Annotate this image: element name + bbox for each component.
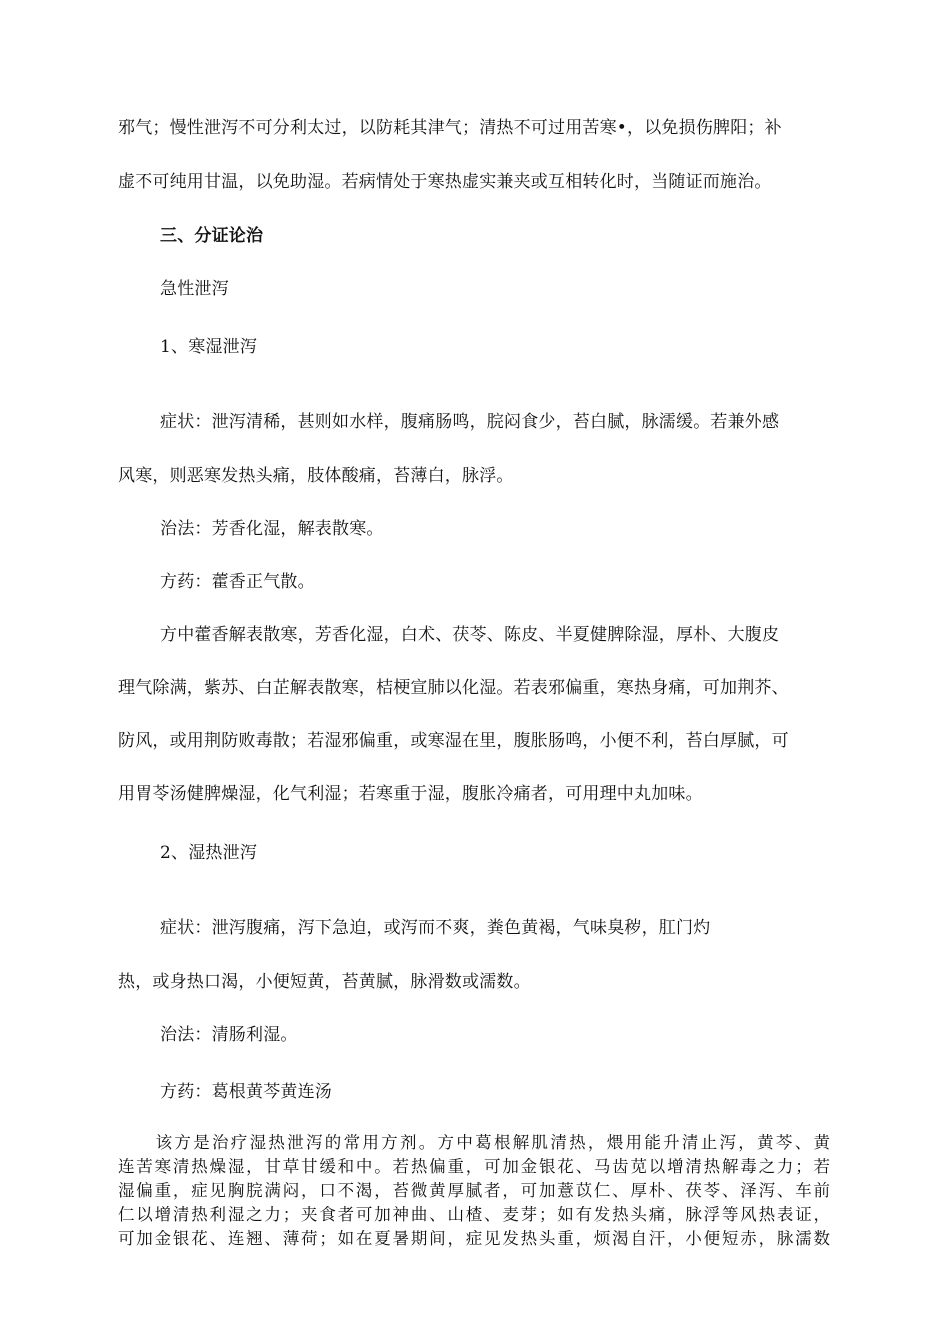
item1-explain-line-4: 用胃苓汤健脾燥湿，化气利湿；若寒重于湿，腹胀冷痛者，可用理中丸加味。 [118, 784, 703, 804]
item1-explain-line-1: 方中藿香解表散寒，芳香化湿，白术、茯苓、陈皮、半夏健脾除湿，厚朴、大腹皮 [160, 625, 780, 645]
item2-title: 2、湿热泄泻 [160, 843, 258, 863]
item1-explain-line-2: 理气除满，紫苏、白芷解表散寒，桔梗宣肺以化湿。若表邪偏重，寒热身痛，可加荆芥、 [118, 678, 789, 698]
item2-explain-line-5: 可加金银花、连翘、薄荷；如在夏暑期间，症见发热头重，烦渴自汗，小便短赤，脉濡数 [118, 1229, 830, 1248]
subheading-acute: 急性泄泻 [160, 279, 229, 299]
item1-symptom-line-1: 症状：泄泻清稀，甚则如水样，腹痛肠鸣，脘闷食少，苔白腻，脉濡缓。若兼外感 [160, 412, 780, 432]
intro-line-1: 邪气；慢性泄泻不可分利太过，以防耗其津气；清热不可过用苦寒•，以免损伤脾阳；补 [118, 118, 782, 138]
item2-explain-line-1: 该方是治疗湿热泄泻的常用方剂。方中葛根解肌清热，煨用能升清止泻，黄芩、黄 [118, 1133, 830, 1152]
section-heading: 三、分证论治 [160, 226, 264, 246]
item2-symptom-line-1: 症状：泄泻腹痛，泻下急迫，或泻而不爽，粪色黄褐，气味臭秽，肛门灼 [160, 918, 711, 938]
item2-method: 治法：清肠利湿。 [160, 1025, 298, 1045]
item1-symptom-line-2: 风寒，则恶寒发热头痛，肢体酸痛，苔薄白，脉浮。 [118, 466, 514, 486]
item2-explanation [118, 1131, 830, 1251]
item1-explain-line-3: 防风，或用荆防败毒散；若湿邪偏重，或寒湿在里，腹胀肠鸣，小便不利，苔白厚腻，可 [118, 731, 789, 751]
item2-prescription: 方药：葛根黄芩黄连汤 [160, 1082, 332, 1102]
intro-line-2: 虚不可纯用甘温，以免助湿。若病情处于寒热虚实兼夹或互相转化时，当随证而施治。 [118, 172, 772, 192]
item1-prescription: 方药：藿香正气散。 [160, 572, 315, 592]
item2-explain-line-4: 仁以增清热利湿之力；夹食者可加神曲、山楂、麦芽；如有发热头痛，脉浮等风热表证， [118, 1205, 830, 1224]
item1-title: 1、寒湿泄泻 [160, 337, 258, 357]
item2-explain-line-2: 连苦寒清热燥湿，甘草甘缓和中。若热偏重，可加金银花、马齿苋以增清热解毒之力；若 [118, 1157, 830, 1176]
item2-symptom-line-2: 热，或身热口渴，小便短黄，苔黄腻，脉滑数或濡数。 [118, 972, 531, 992]
item2-explain-line-3: 湿偏重，症见胸脘满闷，口不渴，苔微黄厚腻者，可加薏苡仁、厚朴、茯苓、泽泻、车前 [118, 1181, 830, 1200]
item1-method: 治法：芳香化湿，解表散寒。 [160, 519, 384, 539]
